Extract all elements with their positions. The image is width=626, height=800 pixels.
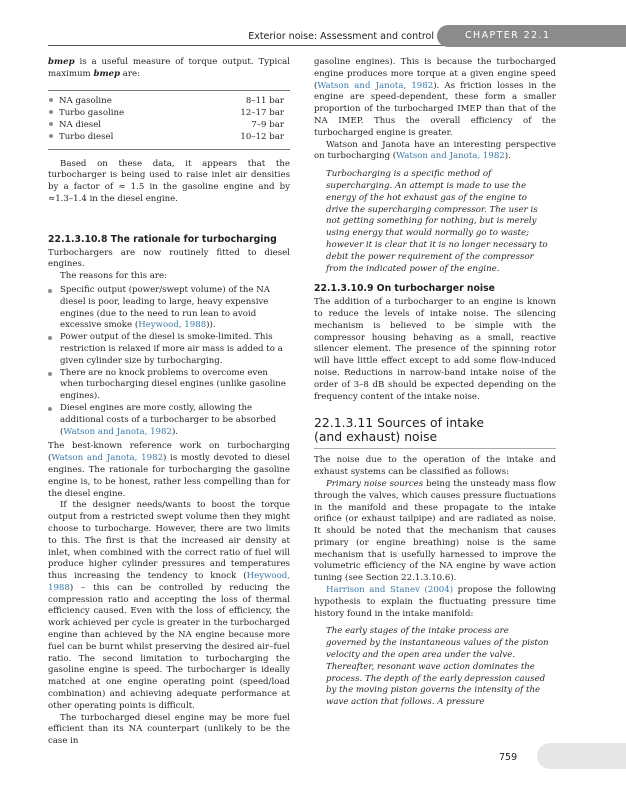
paragraph: The reasons for this are: (60, 271, 167, 282)
subsection-heading: 22.1.3.10.9 On turbocharger noise (314, 283, 495, 295)
paragraph: If the designer needs/wants to boost the torque output from a restricted swept volume then they might choose to turbocharge. However, there are two limits to this. The first is that the increased air density at inlet, when combined with the correct ratio of fuel will produce higher cylinder pressures and temperatures thus increasing the tendency to knock (Heywood, 1988) – this can be controlled by reducing the compression ratio and accepting the loss of thermal efficiency caused. Even with the loss of efficiency, the work achieved per cycle is greater in the turbocharged engine than achieved by the NA engine because more fuel can be burnt whilst preserving the desired air–fuel ratio. The second limitation to turbocharging the gasoline engine is speed. The turbocharger is ideally matched at one engine operating point (speed/load combination) and achieving adequate performance at other operating points is difficult. (48, 500, 290, 711)
list-item: Power output of the diesel is smoke-limited. This restriction is relaxed if more air mass is added to a given cylinder size by turbocharging. (48, 332, 290, 367)
header-rule (48, 45, 448, 46)
table-top-rule (48, 90, 290, 91)
paragraph: The addition of a turbocharger to an engine is known to reduce the levels of intake noise. The silencing mechanism is believed to be simple with the compressor housing behaving as a small, reactive silencer element. The presence of the spinning rotor will have little effect except to add some flow-induced noise. Reductions in narrow-band intake noise of the order of 3–8 dB should be expected depending on the frequency content of the intake noise. (314, 297, 556, 402)
paragraph: gasoline engines). This is because the turbocharged engine produces more torque at a given engine speed (Watson and Janota, 1982). As friction losses in the engine are speed-dependent, these form a smaller proportion of the turbocharged IMEP than that of the NA IMEP. Thus the overall efficiency of the turbocharged engine is greater. (314, 57, 556, 138)
table-row: Turbo gasoline 12–17 bar (48, 107, 290, 119)
bmep-table (48, 95, 290, 143)
paragraph: Turbochargers are now routinely fitted to diesel engines. (48, 247, 290, 270)
table-bottom-rule (48, 149, 290, 150)
list-item: Diesel engines are more costly, allowing the additional costs of a turbocharger to be absorbed (Watson and Janota, 1982). (48, 403, 290, 438)
running-header: Exterior noise: Assessment and control (248, 31, 434, 42)
paragraph: Harrison and Stanev (2004) propose the following hypothesis to explain the fluctuating pressure time history found in the intake manifold: (314, 585, 556, 619)
paragraph: The noise due to the operation of the intake and exhaust systems can be classified as follows: (314, 455, 556, 478)
subsection-heading: 22.1.3.10.8 The rationale for turbocharging (48, 233, 277, 245)
page-tab-extension (550, 743, 626, 769)
left-column (48, 57, 290, 748)
table-row: NA gasoline 8–11 bar (48, 95, 290, 107)
chapter-label: CHAPTER 22.1 (465, 30, 551, 41)
block-quote: The early stages of the intake process are governed by the instantaneous values of the piston velocity and the open area under the valve. Thereafter, resonant wave action dominates the process. The depth of the early depression caused by the moving piston governs the intensity of the wave action that follows. A pressure (326, 626, 549, 708)
citation-link[interactable]: Watson and Janota, 1982 (317, 80, 434, 91)
citation-link[interactable]: Heywood, 1988 (48, 571, 290, 593)
citation-link[interactable]: Watson and Janota, 1982 (396, 151, 505, 162)
page-number: 759 (499, 752, 518, 763)
chapter-tab (437, 25, 626, 47)
reasons-list (48, 285, 290, 438)
citation-link[interactable]: Heywood, 1988 (138, 320, 207, 331)
paragraph: Watson and Janota have an interesting perspective on turbocharging (Watson and Janota, 1982). (314, 139, 556, 162)
paragraph: Primary noise sources being the unsteady mass flow through the valves, which causes pressure fluctuations in the manifold and these propagate to the intake orifice (or exhaust tailpipe) and are radiated as noise. It should be noted that the mechanism that causes primary (or engine breathing) noise is the same mechanism that is usefully harnessed to improve the volumetric efficiency of the NA engine by wave action tuning (see Section 22.1.3.10.6). (314, 478, 556, 584)
section-rule (314, 448, 556, 449)
paragraph: The best-known reference work on turbocharging (Watson and Janota, 1982) is mostly devoted to diesel engines. The rationale for turbocharging the gasoline engine is, to be honest, rather less compelling than for the diesel engine. (48, 441, 291, 499)
table-row: Turbo diesel 10–12 bar (48, 131, 290, 143)
table-row: NA diesel 7–9 bar (48, 119, 290, 131)
paragraph: Based on these data, it appears that the turbocharger is being used to raise inlet air densities by a factor of ≈ 1.5 in the gasoline engine and by ≈1.3–1.4 in the diesel engine. (48, 158, 290, 204)
right-column (314, 57, 556, 709)
block-quote: Turbocharging is a specific method of supercharging. An attempt is made to use the energy of the hot exhaust gas of the engine to drive the supercharging compressor. The user is not getting something for nothing, but is merely using energy that would normally go to waste; however it is clear that it is no longer necessary to debit the power requirement of the compressor from the indicated power of the engine. (326, 169, 548, 274)
bmep-intro: bmep is a useful measure of torque output. Typical maximum bmep are: (48, 57, 290, 79)
list-item: There are no knock problems to overcome even when turbocharging diesel engines (unlike gasoline engines). (48, 368, 290, 403)
paragraph: The turbocharged diesel engine may be more fuel efficient than its NA counterpart (unlikely to be the case in (48, 712, 290, 747)
citation-link[interactable]: Watson and Janota, 1982 (51, 453, 164, 464)
list-item: Specific output (power/swept volume) of the NA diesel is poor, leading to large, heavy expensive engines (due to the need to run lean to avoid excessive smoke (Heywood, 1988)). (48, 285, 290, 332)
citation-link[interactable]: Harrison and Stanev (2004) (326, 585, 454, 596)
citation-link[interactable]: Watson and Janota, 1982 (63, 426, 172, 437)
section-heading: 22.1.3.11 Sources of intake (and exhaust) noise (314, 415, 485, 445)
